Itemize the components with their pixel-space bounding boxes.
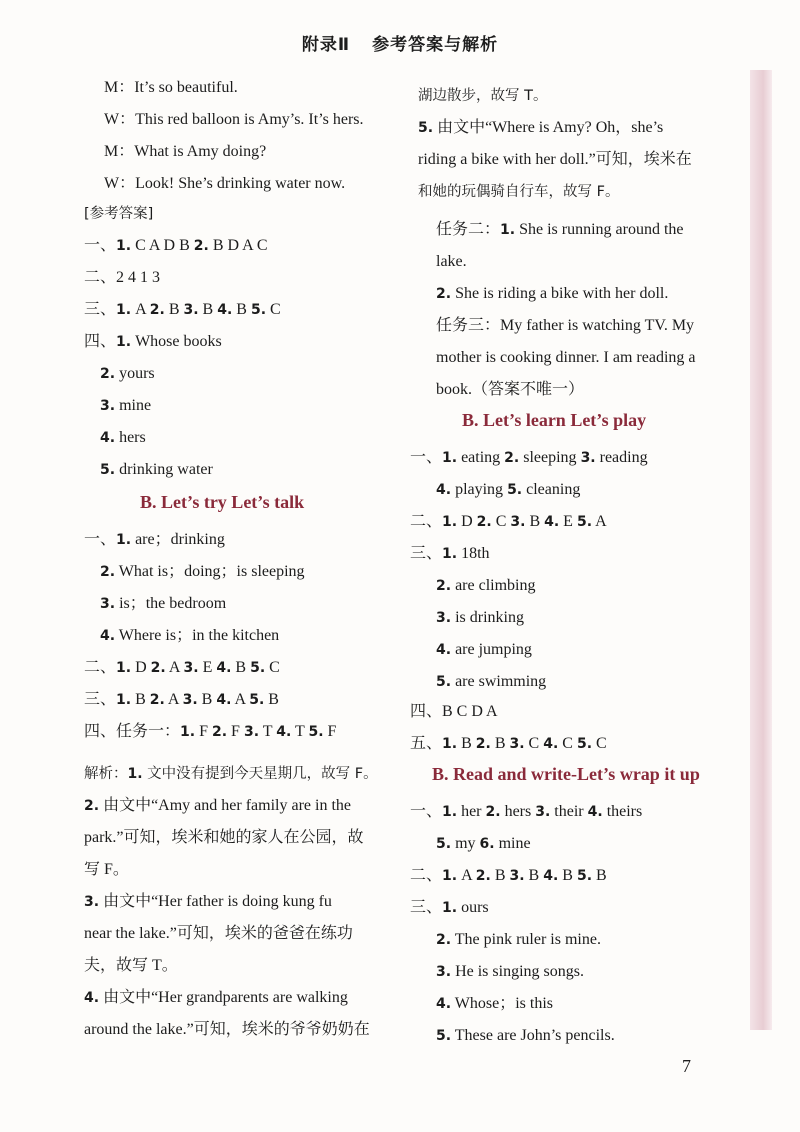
answer-line: 3. is drinking xyxy=(436,609,524,626)
answer-line: 三、1. B 2. A 3. B 4. A 5. B xyxy=(84,691,279,708)
answer-line: 2. The pink ruler is mine. xyxy=(436,931,601,948)
answer-line: 3. mine xyxy=(100,397,152,414)
answer-line: 4. hers xyxy=(100,429,146,446)
answer-line: 解析：1. 文中没有提到今天星期几，故写 F。 xyxy=(84,766,378,782)
answer-line: 四、任务一：1. F 2. F 3. T 4. T 5. F xyxy=(84,723,337,740)
answer-line: 二、1. A 2. B 3. B 4. B 5. B xyxy=(410,867,607,884)
answer-line: 三、1. 18th xyxy=(410,545,490,562)
answer-line: 湖边散步，故写 T。 xyxy=(418,88,548,104)
section-heading: B. Let’s learn Let’s play xyxy=(462,410,647,430)
answer-line: 2. What is；doing；is sleeping xyxy=(100,563,305,580)
answer-line: mother is cooking dinner. I am reading a xyxy=(436,349,696,366)
answer-line: 2. yours xyxy=(100,365,155,382)
answer-line: 任务二：1. She is running around the xyxy=(436,221,684,238)
answer-line: 3. He is singing songs. xyxy=(436,963,584,980)
answer-line: [参考答案] xyxy=(84,206,154,222)
answer-line: 4. 由文中“Her grandparents are walking xyxy=(84,989,348,1006)
answer-line: 三、1. A 2. B 3. B 4. B 5. C xyxy=(84,301,281,318)
answer-line: 3. 由文中“Her father is doing kung fu xyxy=(84,893,332,910)
answer-line: 4. Where is；in the kitchen xyxy=(100,627,280,644)
answer-line: 一、1. her 2. hers 3. their 4. theirs xyxy=(410,803,643,820)
answer-line: W：Look! She’s drinking water now. xyxy=(104,175,346,192)
answer-line: lake. xyxy=(436,253,467,270)
answer-line: 二、1. D 2. A 3. E 4. B 5. C xyxy=(84,659,280,676)
answer-line: 5. drinking water xyxy=(100,461,213,478)
answer-line: 二、2 4 1 3 xyxy=(84,269,161,286)
answer-line: 和她的玩偶骑自行车，故写 F。 xyxy=(418,184,620,200)
answer-line: 一、1. are；drinking xyxy=(84,531,225,548)
answer-line: 一、1. eating 2. sleeping 3. reading xyxy=(410,449,648,466)
answer-line: W：This red balloon is Amy’s. It’s hers. xyxy=(104,111,364,128)
answer-line: 四、1. Whose books xyxy=(84,333,222,350)
answer-line: 2. 由文中“Amy and her family are in the xyxy=(84,797,351,814)
answer-line: 夫，故写 T。 xyxy=(84,957,178,974)
answer-line: 4. playing 5. cleaning xyxy=(436,481,581,498)
page-header xyxy=(0,30,800,55)
answer-line: 四、B C D A xyxy=(410,703,498,720)
header-title: 参考答案与解析 xyxy=(372,35,499,55)
answer-line: 5. 由文中“Where is Amy? Oh，she’s xyxy=(418,119,664,136)
answer-line: 二、1. D 2. C 3. B 4. E 5. A xyxy=(410,513,607,530)
answer-line: 3. is；the bedroom xyxy=(100,595,227,612)
page-edge-strip xyxy=(750,70,772,1030)
answer-line: 2. She is riding a bike with her doll. xyxy=(436,285,669,302)
answer-line: 4. are jumping xyxy=(436,641,532,658)
answer-line: 4. Whose；is this xyxy=(436,995,553,1012)
answer-line: 三、1. ours xyxy=(410,899,489,916)
answer-line: 5. These are John’s pencils. xyxy=(436,1027,615,1044)
answer-line: 5. are swimming xyxy=(436,673,547,690)
appendix-label: 附录Ⅱ xyxy=(301,35,351,55)
answer-line: 5. my 6. mine xyxy=(436,835,531,852)
answer-line: 一、1. C A D B 2. B D A C xyxy=(84,237,268,254)
section-heading: B. Read and write-Let’s wrap it up xyxy=(432,764,700,784)
page-number: 7 xyxy=(682,1056,691,1076)
answer-line: 写 F。 xyxy=(84,861,129,878)
answer-line: M：What is Amy doing? xyxy=(104,143,267,160)
answer-line: 2. are climbing xyxy=(436,577,536,594)
answer-line: book.（答案不唯一） xyxy=(436,381,585,398)
answer-line: 任务三：My father is watching TV. My xyxy=(436,317,695,334)
section-heading: B. Let’s try Let’s talk xyxy=(140,492,305,512)
answer-line: riding a bike with her doll.”可知，埃米在 xyxy=(418,151,692,168)
answer-line: M：It’s so beautiful. xyxy=(104,79,238,96)
answer-line: near the lake.”可知，埃米的爸爸在练功 xyxy=(84,925,353,942)
answer-line: park.”可知，埃米和她的家人在公园，故 xyxy=(84,829,364,846)
answer-line: around the lake.”可知，埃米的爷爷奶奶在 xyxy=(84,1021,370,1038)
answer-line: 五、1. B 2. B 3. C 4. C 5. C xyxy=(410,735,607,752)
